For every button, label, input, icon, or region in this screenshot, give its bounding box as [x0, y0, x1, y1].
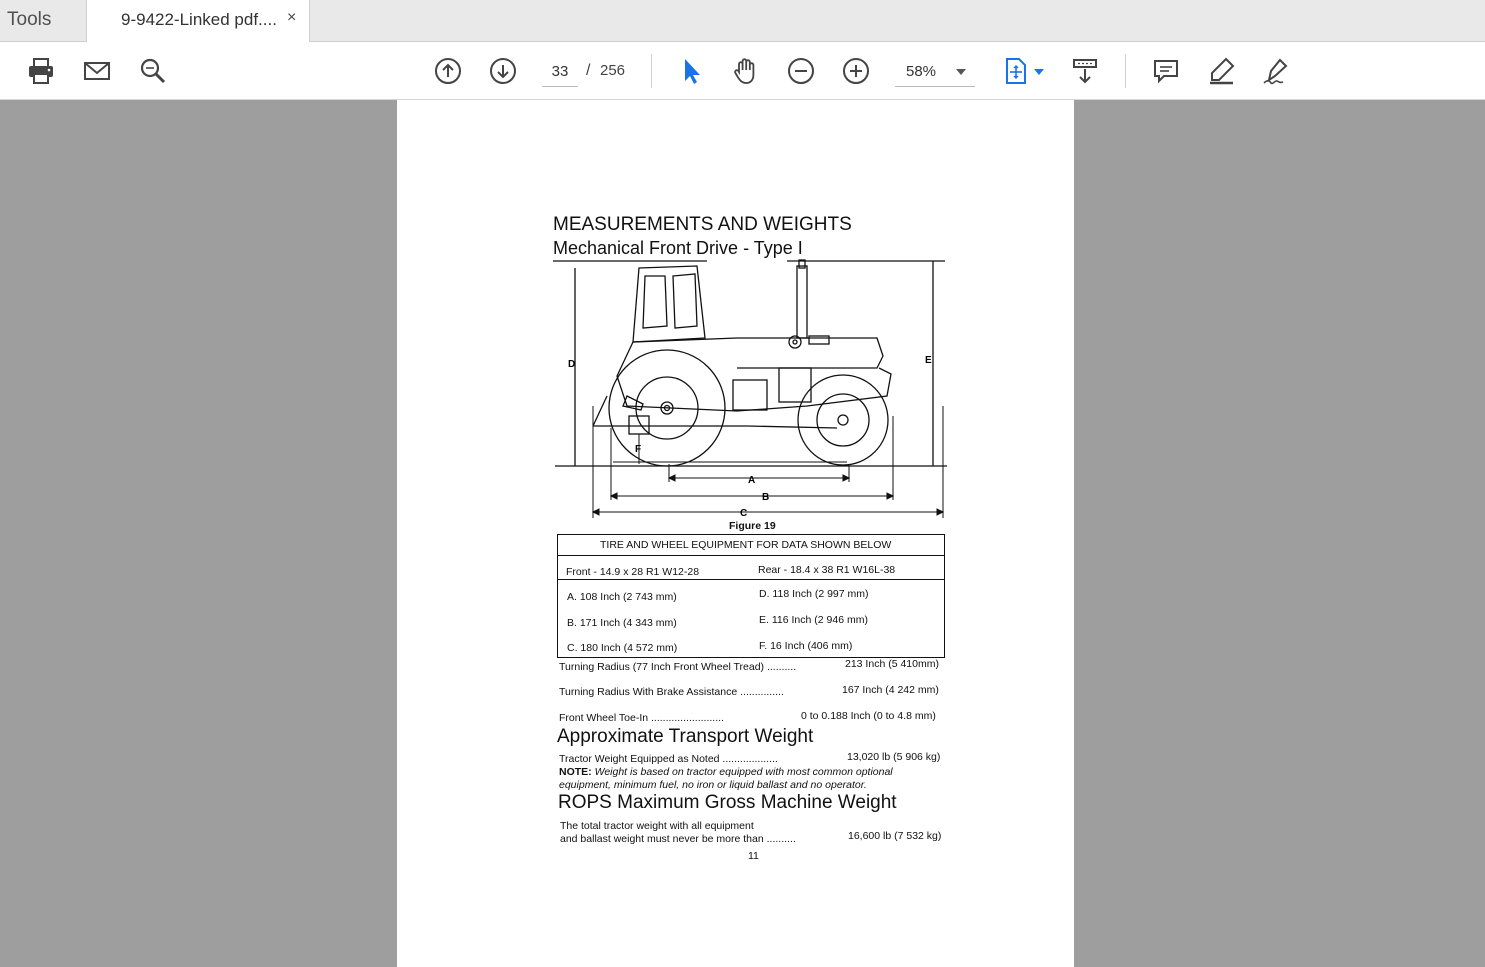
document-viewer[interactable] [0, 100, 1485, 967]
transport-note [559, 766, 893, 778]
transport-weight-label: Tractor Weight Equipped as Noted ................... [559, 753, 778, 765]
zoom-value: 58% [906, 63, 937, 80]
chevron-down-icon [956, 69, 966, 75]
highlight-icon[interactable] [1201, 51, 1241, 91]
table-cell-rear: Rear - 18.4 x 38 R1 W16L-38 [758, 564, 896, 576]
close-icon[interactable]: × [287, 9, 297, 26]
toolbar-divider [651, 54, 652, 88]
page-number-input[interactable] [542, 57, 578, 87]
zoom-in-icon[interactable] [836, 51, 876, 91]
prev-page-icon[interactable] [428, 51, 468, 91]
table-cell-b: B. 171 Inch (4 343 mm) [567, 617, 677, 629]
search-icon[interactable] [133, 51, 173, 91]
table-cell-a: A. 108 Inch (2 743 mm) [567, 591, 677, 603]
table-cell-c: C. 180 Inch (4 572 mm) [567, 642, 678, 654]
spec-turning-radius-label: Turning Radius (77 Inch Front Wheel Tread) .......... [559, 661, 797, 673]
section-heading-transport: Approximate Transport Weight [557, 726, 814, 747]
zoom-out-icon[interactable] [781, 51, 821, 91]
toolbar [0, 42, 1485, 100]
table-cell-e: E. 116 Inch (2 946 mm) [759, 614, 868, 626]
zoom-select[interactable] [895, 57, 975, 87]
table-cell-d: D. 118 Inch (2 997 mm) [759, 588, 869, 600]
dimension-label-a: A [748, 475, 756, 486]
page-title: MEASUREMENTS AND WEIGHTS [553, 214, 852, 235]
page-number-footer: 11 [748, 850, 759, 862]
tractor-diagram [547, 256, 957, 522]
spec-turning-radius-value: 213 Inch (5 410mm) [845, 658, 939, 670]
hand-tool-icon[interactable] [726, 51, 766, 91]
table-row [558, 556, 944, 580]
spec-toe-in-value: 0 to 0.188 Inch (0 to 4.8 mm) [801, 710, 936, 722]
tab-bar [0, 0, 1485, 42]
select-tool-icon[interactable] [671, 51, 711, 91]
fit-dropdown-caret-icon[interactable] [1034, 69, 1044, 75]
tab-document[interactable] [86, 0, 310, 43]
note-line-2: equipment, minimum fuel, no iron or liquid ballast and no operator. [559, 779, 867, 791]
fit-page-icon[interactable] [996, 51, 1036, 91]
tab-document-title: 9-9422-Linked pdf.... [121, 10, 277, 29]
toolbar-divider [1125, 54, 1126, 88]
rops-value: 16,600 lb (7 532 kg) [848, 830, 942, 842]
email-icon[interactable] [77, 51, 117, 91]
transport-note-cont [559, 779, 867, 791]
tab-tools[interactable]: Tools [7, 9, 52, 30]
pdf-page [397, 100, 1074, 967]
transport-weight-value: 13,020 lb (5 906 kg) [847, 751, 941, 763]
scroll-mode-icon[interactable] [1065, 51, 1105, 91]
table-header: TIRE AND WHEEL EQUIPMENT FOR DATA SHOWN BELOW [600, 539, 892, 551]
spec-turning-brake-label: Turning Radius With Brake Assistance ............... [559, 686, 784, 698]
spec-toe-in-label: Front Wheel Toe-In ......................... [559, 712, 724, 724]
tire-table [557, 534, 945, 658]
figure-caption: Figure 19 [729, 520, 776, 532]
dimension-label-b: B [762, 492, 770, 503]
table-cell-f: F. 16 Inch (406 mm) [759, 640, 853, 652]
page-separator: / [586, 62, 591, 79]
page-total: 256 [600, 62, 626, 79]
spec-turning-brake-value: 167 Inch (4 242 mm) [842, 684, 939, 696]
note-line-1: Weight is based on tractor equipped with most common optional [594, 766, 893, 778]
table-row [558, 535, 944, 556]
note-label: NOTE: [559, 766, 592, 778]
dimension-label-c: C [740, 508, 748, 519]
rops-line-1: The total tractor weight with all equipment [560, 820, 754, 832]
dimension-label-f: F [635, 444, 642, 455]
next-page-icon[interactable] [483, 51, 523, 91]
page-subtitle: Mechanical Front Drive - Type I [553, 238, 803, 258]
comment-icon[interactable] [1146, 51, 1186, 91]
rops-line-2: and ballast weight must never be more than .......... [560, 833, 796, 845]
dimension-label-d: D [568, 359, 576, 370]
dimension-label-e: E [925, 355, 932, 366]
table-cell-front: Front - 14.9 x 28 R1 W12-28 [566, 566, 700, 578]
print-icon[interactable] [21, 51, 61, 91]
sign-icon[interactable] [1256, 51, 1296, 91]
section-heading-rops: ROPS Maximum Gross Machine Weight [558, 792, 897, 813]
